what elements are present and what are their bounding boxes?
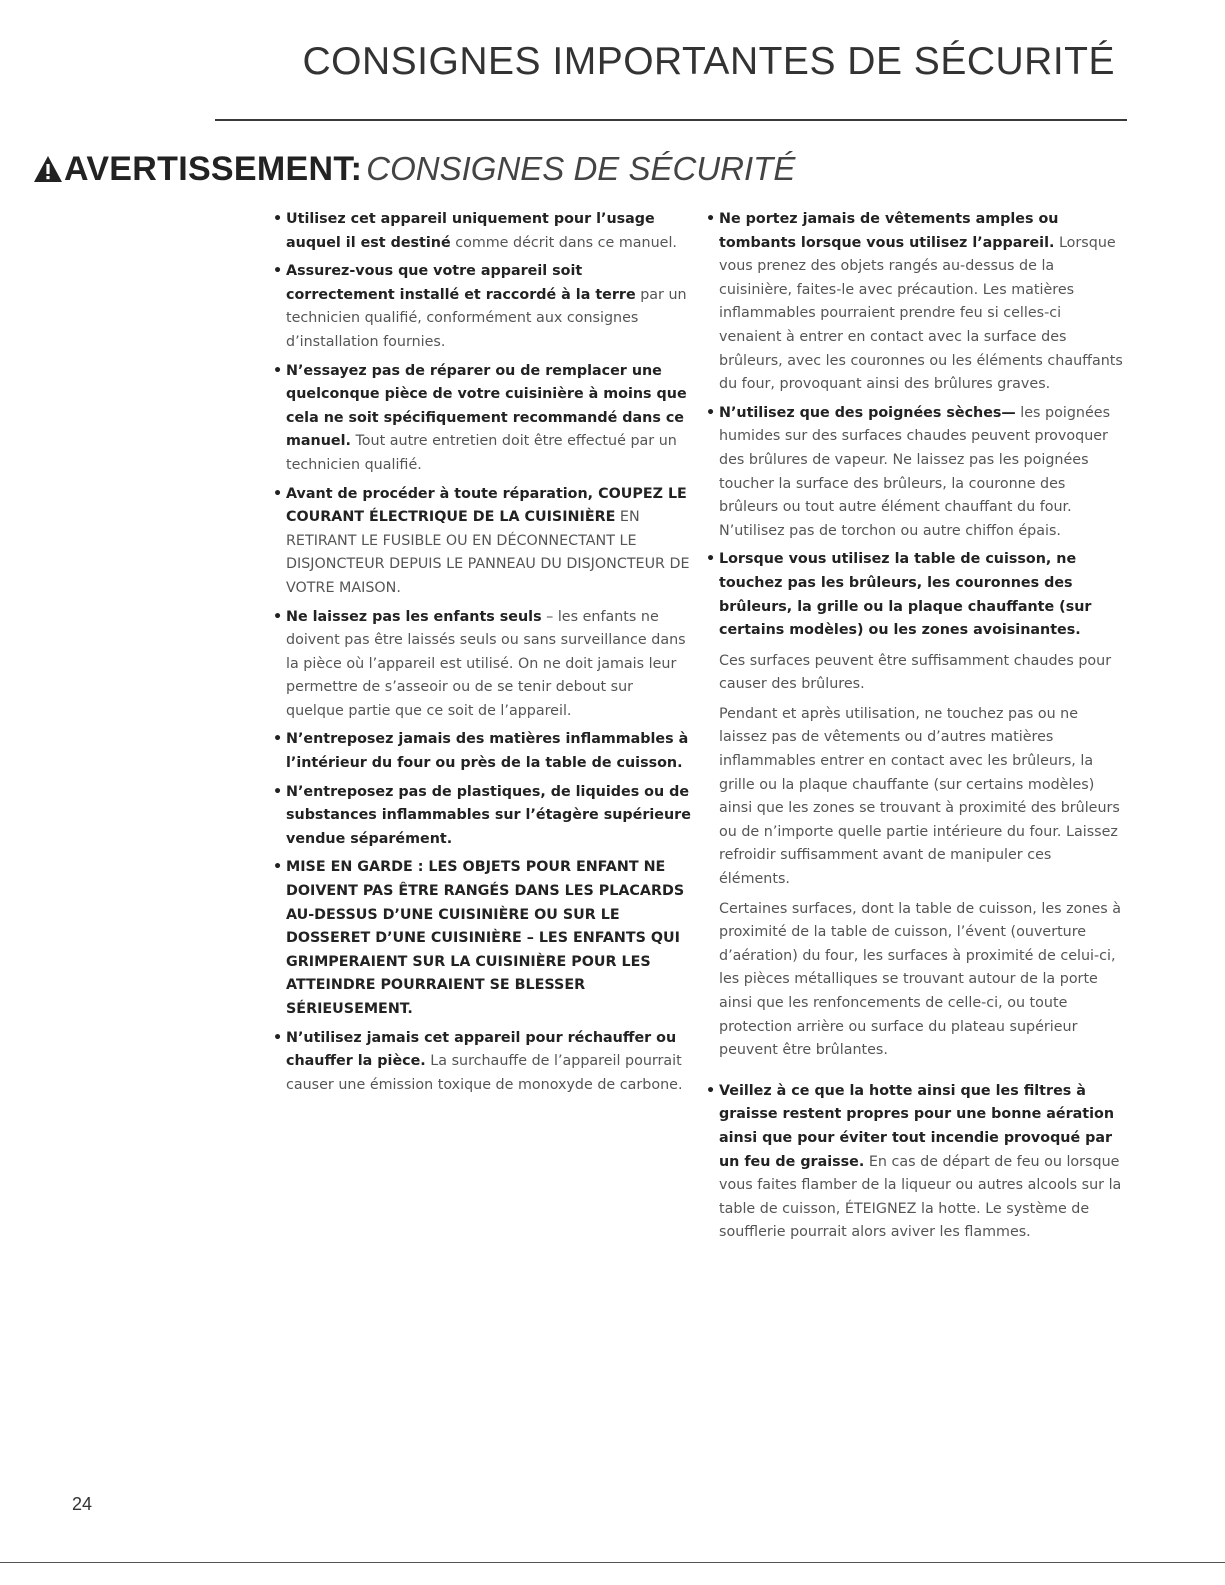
item-text: EN RETIRANT LE FUSIBLE OU EN DÉCONNECTANT LE DISJONCTEUR DEPUIS LE PANNEAU DU DISJONCTEUR DE VOTRE MAISON.: [286, 509, 690, 596]
list-item: [273, 260, 693, 354]
item-bold-text: N’entreposez jamais des matières inflammables à l’intérieur du four ou près de la table de cuisson.: [286, 731, 689, 772]
list-item: [706, 402, 1124, 544]
warning-heading: [33, 150, 795, 192]
item-text: comme décrit dans ce manuel.: [450, 234, 677, 251]
item-bold-text: MISE EN GARDE : LES OBJETS POUR ENFANT NE DOIVENT PAS ÊTRE RANGÉS DANS LES PLACARDS AU-DESSUS D’UNE CUISINIÈRE OU SUR LE DOSSERET D’UNE CUISINIÈRE – LES ENFANTS QUI GRIMPERAIENT SUR LA CUISINIÈRE POUR LES ATTEINDRE POURRAIENT SE BLESSER SÉRIEUSEMENT.: [286, 859, 685, 1017]
list-item: [273, 360, 693, 478]
right-column: [706, 208, 1124, 1250]
item-bold-text: Ne laissez pas les enfants seuls: [286, 608, 542, 625]
item-text: – les enfants ne doivent pas être laissés seuls ou sans surveillance dans la pièce où l’appareil est utilisé. On ne doit jamais leur permettre de s’asseoir ou de se tenir debout sur quelque partie que ce soit de l’appareil.: [286, 608, 686, 719]
item-text: En cas de départ de feu ou lorsque vous faites flamber de la liqueur ou autres alcools sur la table de cuisson, ÉTEIGNEZ la hotte. Le système de soufflerie pourrait alors aviver les flammes.: [719, 1153, 1122, 1241]
spacer: [706, 1068, 1124, 1080]
list-item: [273, 781, 693, 852]
page-number: 24: [72, 1494, 93, 1514]
item-bold-text: N’essayez pas de réparer ou de remplacer une quelconque pièce de votre cuisinière à moins que cela ne soit spécifiquement recommandé dans ce manuel.: [286, 362, 687, 450]
item-text: les poignées humides sur des surfaces chaudes peuvent provoquer des brûlures de vapeur. Ne laissez pas les poignées toucher la surface des brûleurs, la couronne des brûleurs ou tout autre élément chauffant du four. N’utilisez pas de torchon ou autre chiffon épais.: [719, 404, 1111, 539]
page-header-title: CONSIGNES IMPORTANTES DE SÉCURITÉ: [302, 40, 1115, 83]
list-item: [273, 606, 693, 724]
bottom-divider: [0, 1562, 1225, 1563]
item-bold-text: Veillez à ce que la hotte ainsi que les filtres à graisse restent propres pour une bonne aération ainsi que pour éviter tout incendie provoqué par un feu de graisse.: [719, 1082, 1115, 1170]
item-bold-text: N’entreposez pas de plastiques, de liquides ou de substances inflammables sur l’étagère supérieure vendue séparément.: [286, 783, 691, 847]
item-bold-text: Lorsque vous utilisez la table de cuisson, ne touchez pas les brûleurs, les couronnes des brûleurs, la grille ou la plaque chauffante (sur certains modèles) ou les zones avoisinantes.: [719, 551, 1092, 639]
item-bold-text: Ne portez jamais de vêtements amples ou tombants lorsque vous utilisez l’appareil.: [719, 211, 1059, 251]
item-paragraph: Certaines surfaces, dont la table de cuisson, les zones à proximité de la table de cuisson, l’évent (ouverture d’aération) du four, les surfaces à proximité de celui-ci, les pièces métalliques se trouvant autour de la porte ainsi que les renfoncements de celle-ci, ou toute protection arrière ou surface du plateau supérieur peuvent être brûlantes.: [719, 900, 1122, 1059]
list-item: [706, 1080, 1124, 1245]
list-item: [706, 208, 1124, 397]
list-item: [273, 728, 693, 775]
item-bold-text: Utilisez cet appareil uniquement pour l’usage auquel il est destiné: [286, 211, 655, 251]
item-bold-text: N’utilisez que des poignées sèches—: [719, 404, 1016, 421]
list-item: [273, 208, 693, 255]
item-bold-text: N’utilisez jamais cet appareil pour réchauffer ou chauffer la pièce.: [286, 1029, 677, 1070]
list-item: [273, 483, 693, 601]
item-text: Tout autre entretien doit être effectué par un technicien qualifié.: [286, 433, 677, 473]
item-paragraph: Pendant et après utilisation, ne touchez pas ou ne laissez pas de vêtements ou d’autres matières inflammables entrer en contact avec les brûleurs, la grille ou la plaque chauffante (sur certains modèles) ainsi que les zones se trouvant à proximité des brûleurs ou de n’importe quelle partie intérieure du four. Laissez refroidir suffisamment avant de manipuler ces éléments.: [719, 705, 1120, 888]
item-text: Lorsque vous prenez des objets rangés au-dessus de la cuisinière, faites-le avec précaution. Les matières inflammables pourraient prendre feu si celles-ci venaient à entrer en contact avec la surface des brûleurs, avec les couronnes ou les éléments chauffants du four, provoquant ainsi des brûlures graves.: [719, 234, 1123, 393]
header-divider: [215, 119, 1127, 121]
item-paragraph: Ces surfaces peuvent être suffisamment chaudes pour causer des brûlures.: [719, 652, 1112, 693]
item-bold-text: Assurez-vous que votre appareil soit correctement installé et raccordé à la terre: [286, 263, 636, 303]
warning-subtitle: CONSIGNES DE SÉCURITÉ: [366, 150, 796, 187]
item-text: La surchauffe de l’appareil pourrait causer une émission toxique de monoxyde de carbone.: [286, 1053, 683, 1093]
left-column: [273, 208, 693, 1102]
item-bold-text: Avant de procéder à toute réparation, COUPEZ LE COURANT ÉLECTRIQUE DE LA CUISINIÈRE: [286, 485, 687, 526]
list-item: [273, 1027, 693, 1098]
list-item: [706, 548, 1124, 1062]
item-text: par un technicien qualifié, conformément aux consignes d’installation fournies.: [286, 286, 687, 350]
warning-label: AVERTISSEMENT:: [64, 150, 363, 188]
warning-triangle-icon: [33, 153, 63, 192]
list-item: [273, 856, 693, 1021]
